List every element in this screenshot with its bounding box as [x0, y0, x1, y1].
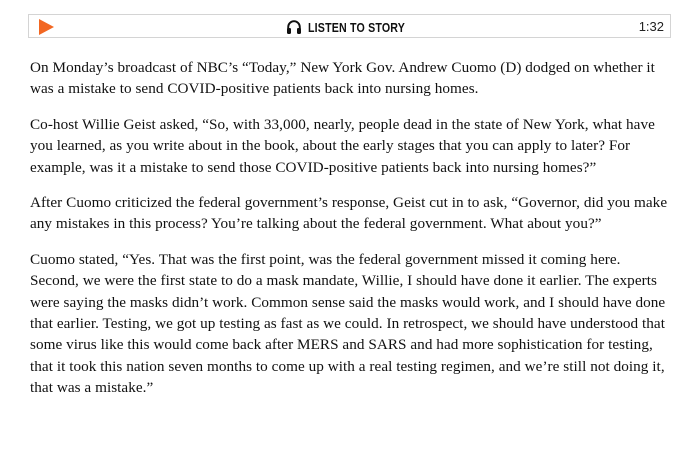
article-body	[30, 57, 670, 413]
duration-label: 1:32	[638, 19, 664, 34]
article-paragraph: On Monday’s broadcast of NBC’s “Today,” New York Gov. Andrew Cuomo (D) dodged on whether it was a mistake to send COVID-positive patients back into nursing homes.	[30, 59, 655, 98]
play-button[interactable]	[37, 18, 55, 36]
play-icon	[37, 18, 55, 36]
article-paragraph: Cuomo stated, “Yes. That was the first point, was the federal government missed it coming here. Second, we were the first state to do a mask mandate, Willie, I should have done it earlier. The experts were saying the masks didn’t work. Common sense said the masks would work, and I should have done that earlier. Testing, we got up testing as fast as we could. In retrospect, we should have understood that some virus like this would come back after MERS and SARS and had more sophistication for testing, that it took this nation seven months to come up with a real testing regimen, and we’re still not doing it, that was a mistake.”	[30, 250, 666, 397]
listen-to-story-label	[29, 15, 670, 39]
audio-player	[28, 14, 671, 38]
article-paragraph: Co-host Willie Geist asked, “So, with 33,000, nearly, people dead in the state of New York, what have you learned, as you write about in the book, about the early stages that you can apply to later? For example, was it a mistake to send those COVID-positive patients back into nursing homes?”	[30, 115, 655, 176]
headphones-icon	[286, 19, 302, 35]
listen-to-story-text: LISTEN TO STORY	[308, 19, 406, 35]
article-paragraph: After Cuomo criticized the federal government’s response, Geist cut in to ask, “Governor, did you make any mistakes in this process? You’re talking about the federal government. What about you?”	[30, 194, 668, 233]
